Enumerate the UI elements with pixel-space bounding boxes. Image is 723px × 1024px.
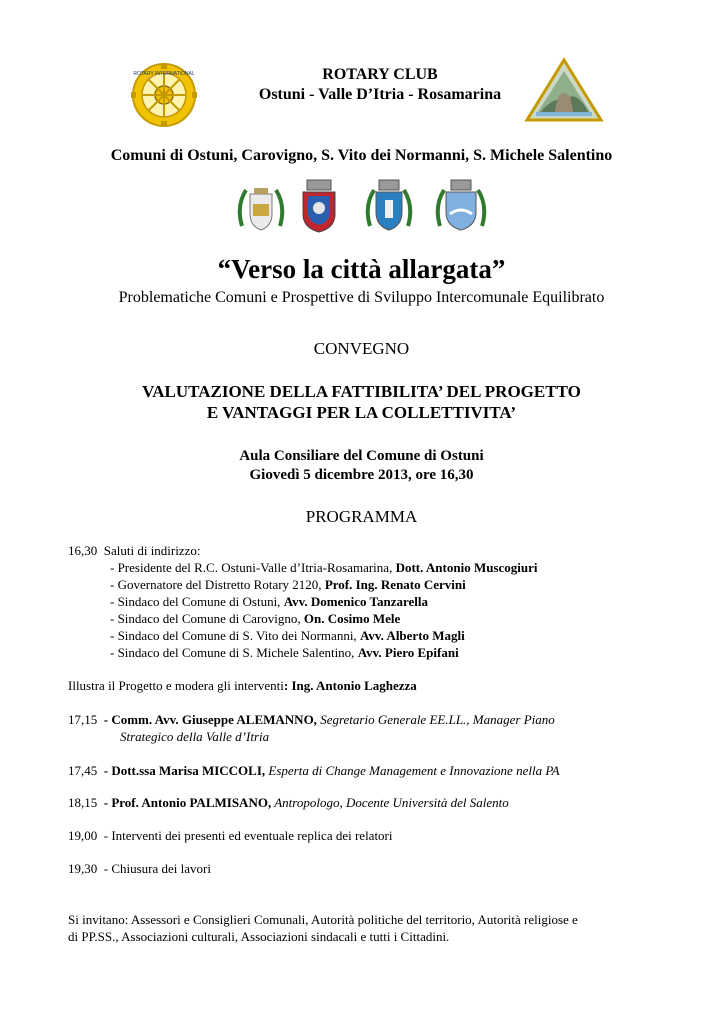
greeting-item: - Presidente del R.C. Ostuni-Valle d’Itria-Rosamarina, Dott. Antonio Muscogiuri (110, 560, 538, 575)
club-title: ROTARY CLUB (322, 66, 438, 83)
talk-item: 17,45 - Dott.ssa Marisa MICCOLI, Esperta di Change Management e Innovazione nella PA (68, 763, 560, 778)
greeting-item: - Sindaco del Comune di S. Michele Salentino, Avv. Piero Epifani (110, 645, 459, 660)
event-kind: CONVEGNO (313, 339, 410, 358)
moderator-line (68, 678, 417, 694)
svg-text:ROTARY INTERNATIONAL: ROTARY INTERNATIONAL (133, 71, 195, 77)
invitation-line1: Si invitano: Assessori e Consiglieri Comunali, Autorità politiche del territorio, Autorità religiose e (68, 912, 578, 927)
district-logo (524, 57, 604, 123)
agenda-item: 19,00 - Interventi dei presenti ed eventuale replica dei relatori (68, 828, 393, 843)
moderator-label: Illustra il Progetto e modera gli interventi (68, 678, 284, 693)
programma-heading: PROGRAMMA (305, 507, 418, 526)
agenda-item: 19,30 - Chiusura dei lavori (68, 861, 211, 876)
greetings-time: 16,30 (68, 543, 98, 558)
moderator-name: : Ing. Antonio Laghezza (283, 678, 417, 693)
invitation-line2: di PP.SS., Associazioni culturali, Associazioni sindacali e tutti i Cittadini. (68, 929, 450, 944)
greetings-label: Saluti di indirizzo: (103, 543, 201, 558)
greetings-header (68, 543, 201, 559)
greeting-item: - Governatore del Distretto Rotary 2120, Prof. Ing. Renato Cervini (110, 577, 466, 592)
club-subtitle: Ostuni - Valle D’Itria - Rosamarina (258, 86, 502, 103)
greeting-item: - Sindaco del Comune di Carovigno, On. Cosimo Mele (110, 611, 401, 626)
greeting-item: - Sindaco del Comune di Ostuni, Avv. Domenico Tanzarella (110, 594, 429, 609)
crest-san-michele (434, 178, 488, 234)
event-venue: Aula Consiliare del Comune di Ostuni (239, 448, 484, 464)
municipalities-heading: Comuni di Ostuni, Carovigno, S. Vito dei Normanni, S. Michele Salentino (110, 147, 613, 164)
event-topic-line1: VALUTAZIONE DELLA FATTIBILITA’ DEL PROGETTO (142, 382, 581, 401)
event-date: Giovedì 5 dicembre 2013, ore 16,30 (249, 467, 474, 483)
event-title: “Verso la città allargata” (217, 254, 506, 284)
crest-ostuni (236, 182, 286, 234)
talk-item-continuation: Strategico della Valle d’Itria (120, 729, 270, 744)
event-topic-line2: E VANTAGGI PER LA COLLETTIVITA’ (206, 403, 517, 422)
event-subtitle: Problematiche Comuni e Prospettive di Sviluppo Intercomunale Equilibrato (118, 289, 605, 306)
talk-item: 17,15 - Comm. Avv. Giuseppe ALEMANNO, Segretario Generale EE.LL., Manager Piano (68, 712, 555, 727)
rotary-logo (129, 62, 199, 128)
crest-san-vito (364, 178, 414, 234)
talk-item: 18,15 - Prof. Antonio PALMISANO, Antropologo, Docente Università del Salento (68, 795, 509, 810)
crest-carovigno (298, 178, 340, 234)
greeting-item: - Sindaco del Comune di S. Vito dei Normanni, Avv. Alberto Magli (110, 628, 465, 643)
